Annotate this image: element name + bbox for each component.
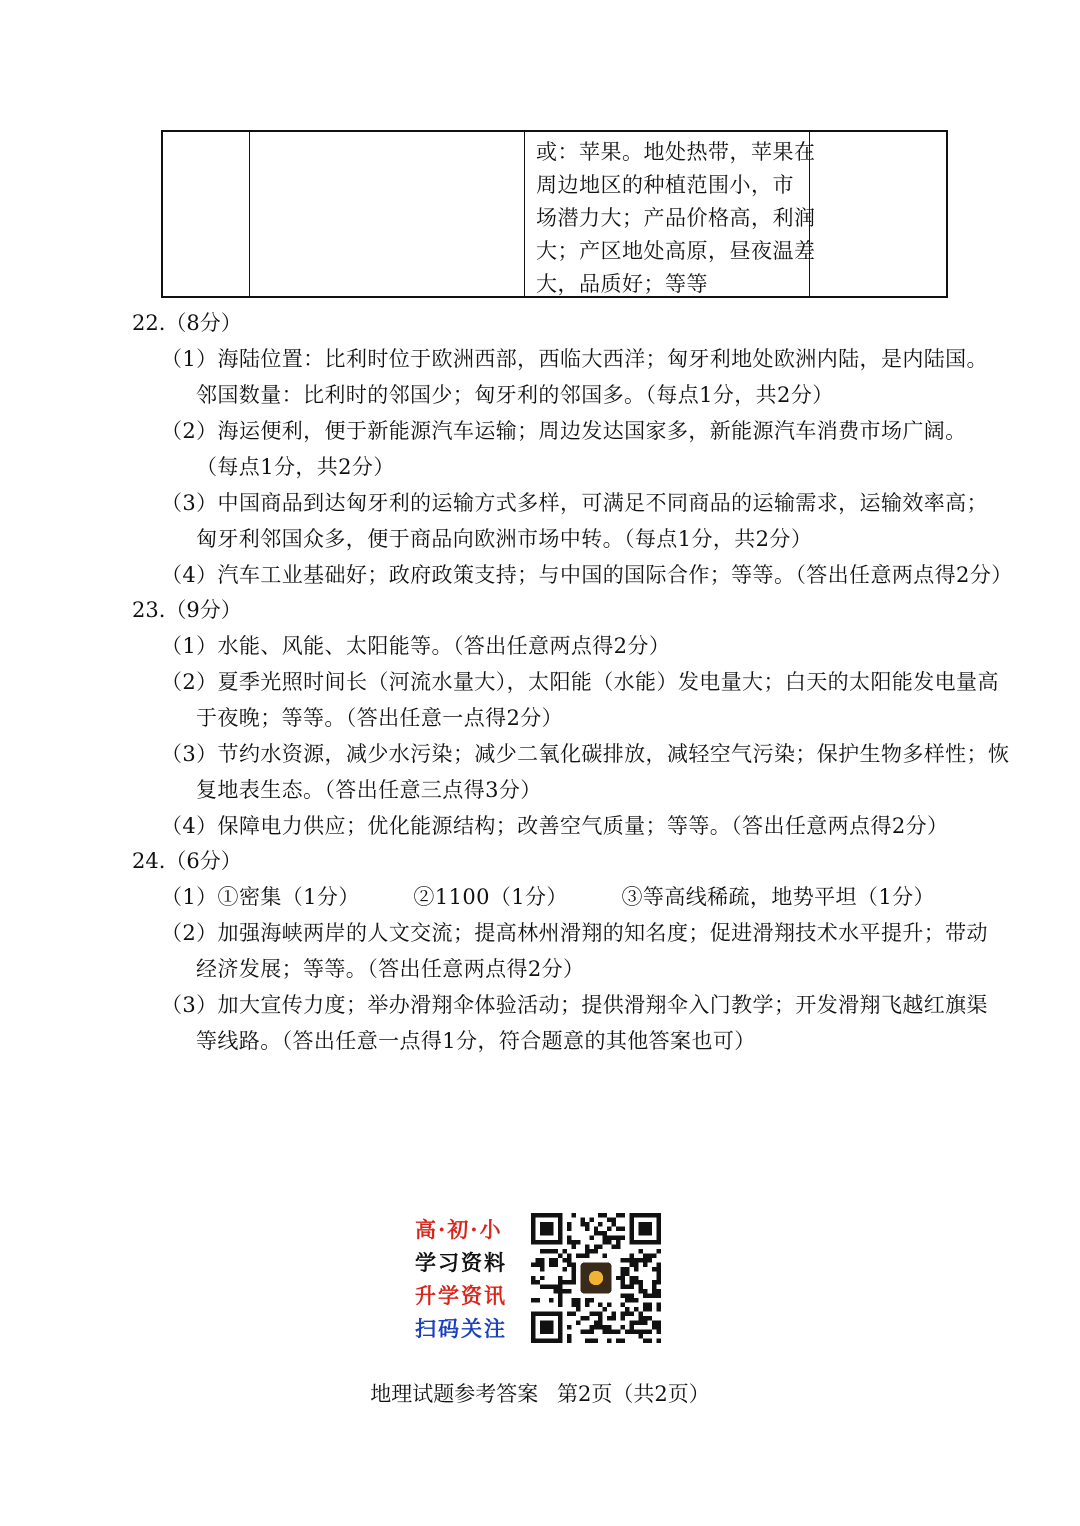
page-footer [0,1378,1080,1410]
promo-qr-block [415,1213,665,1343]
table-answer-line: 或：苹果。地处热带，苹果在 [536,140,816,164]
answer-line: （3）加大宣传力度；举办滑翔伞体验活动；提供滑翔伞入门教学；开发滑翔飞越红旗渠 [161,993,988,1017]
answer-line: （3）中国商品到达匈牙利的运输方式多样，可满足不同商品的运输需求，运输效率高； [161,491,988,515]
answer-table-fragment [161,130,948,298]
table-cell-score [810,132,946,296]
answer-item [132,915,988,987]
answer-item [132,628,962,664]
qr-code-icon[interactable] [531,1213,661,1343]
answer-line: （2）夏季光照时间长（河流水量大），太阳能（水能）发电量大；白天的太阳能发电量高 [161,670,999,694]
answer-line: 经济发展；等等。（答出任意两点得2分） [196,957,585,981]
question-header: 22.（8分） [132,311,242,335]
question-header: 23.（9分） [132,598,242,622]
answer-item [132,341,988,413]
answer-line: （每点1分，共2分） [196,455,395,479]
answer-line: 于夜晚；等等。（答出任意一点得2分） [196,706,564,730]
answer-item [132,987,988,1059]
answer-line: （1）①密集（1分） ②1100（1分） ③等高线稀疏，地势平坦（1分） [161,885,935,909]
question-22 [132,306,1013,593]
table-cell-blank [250,132,525,296]
answer-item [132,557,1013,593]
answer-line: （2）海运便利，便于新能源汽车运输；周边发达国家多，新能源汽车消费市场广阔。 [161,419,967,443]
answer-list [132,306,1013,1059]
answer-item [132,485,988,557]
table-answer-line: 场潜力大；产品价格高，利润 [536,206,816,230]
answer-item [132,664,999,736]
question-24 [132,844,988,1059]
answer-line: （4）保障电力供应；优化能源结构；改善空气质量；等等。（答出任意两点得2分） [161,814,949,838]
promo-labels [415,1213,527,1345]
question-header: 24.（6分） [132,849,242,873]
question-23 [132,593,1010,844]
table-cell-answer [525,132,816,296]
answer-line: （1）海陆位置：比利时位于欧洲西部，西临大西洋；匈牙利地处欧洲内陆，是内陆国。 [161,347,988,371]
answer-item [132,808,962,844]
answer-line: 邻国数量：比利时的邻国少；匈牙利的邻国多。（每点1分，共2分） [196,383,834,407]
answer-line: （2）加强海峡两岸的人文交流；提高林州滑翔的知名度；促进滑翔技术水平提升；带动 [161,921,988,945]
answer-item [132,736,1010,808]
answer-item [132,879,962,915]
answer-line: 等线路。（答出任意一点得1分，符合题意的其他答案也可） [196,1029,756,1053]
promo-label-materials: 学习资料 [415,1250,507,1275]
table-answer-line: 大，品质好；等等 [536,272,708,296]
promo-label-scan: 扫码关注 [415,1316,507,1341]
promo-label-levels: 高·初·小 [415,1217,503,1242]
footer-page-number: 第2页（共2页） [556,1382,710,1406]
answer-line: （1）水能、风能、太阳能等。（答出任意两点得2分） [161,634,671,658]
table-cell-number [163,132,250,296]
answer-line: （3）节约水资源，减少水污染；减少二氧化碳排放，减轻空气污染；保护生物多样性；恢 [161,742,1010,766]
promo-label-news: 升学资讯 [415,1283,507,1308]
answer-line: （4）汽车工业基础好；政府政策支持；与中国的国际合作；等等。（答出任意两点得2分） [161,563,1013,587]
answer-item [132,413,967,485]
table-answer-line: 周边地区的种植范围小，市 [536,173,794,197]
answer-line: 复地表生态。（答出任意三点得3分） [196,778,542,802]
answer-line: 匈牙利邻国众多，便于商品向欧洲市场中转。（每点1分，共2分） [196,527,813,551]
table-answer-line: 大；产区地处高原，昼夜温差 [536,239,816,263]
footer-title: 地理试题参考答案 [370,1382,539,1406]
